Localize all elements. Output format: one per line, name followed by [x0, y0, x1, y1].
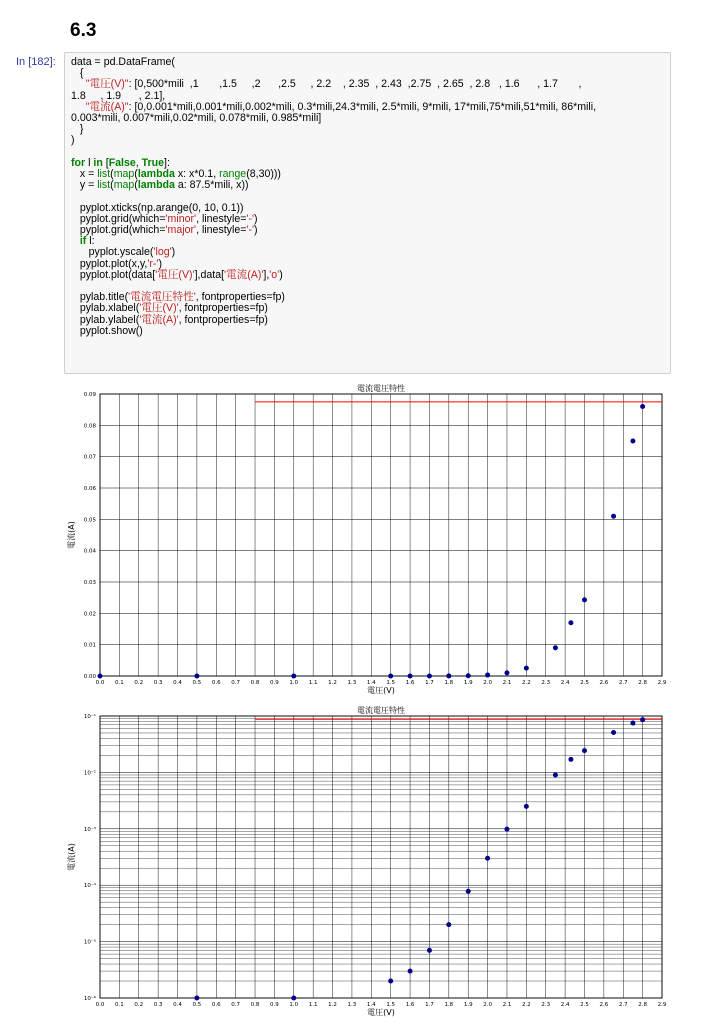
- data-point: [631, 721, 635, 725]
- x-axis-label: 電圧(V): [367, 1008, 395, 1017]
- code-line: "電流(A)": [0,0.001*mili,0.001*mili,0.002*mili, 0.3*mili,24.3*mili, 2.5*mili, 9*mili, 17*mili,75*mili,51*mili, 86*mili,: [85, 100, 597, 113]
- y-tick-label: 0.08: [83, 423, 96, 430]
- x-tick-label: 1.9: [463, 1002, 473, 1008]
- data-point: [408, 969, 412, 973]
- code-line: pyplot.show(): [71, 324, 143, 337]
- data-point: [641, 718, 645, 722]
- code-line: x = list(map(lambda x: x*0.1, range(8,30))): [71, 168, 281, 181]
- code-line: "電圧(V)": [0,500*mili ,1 ,1.5 ,2 ,2.5 , 2.2 , 2.35 , 2.43 ,2.75 , 2.65 , 2.8 , 1.6 , 1.7 ,: [85, 78, 582, 91]
- x-tick-label: 1.0: [289, 680, 299, 686]
- x-tick-label: 2.2: [521, 680, 531, 686]
- data-point: [447, 923, 451, 927]
- data-point: [505, 671, 509, 675]
- x-tick-label: 2.7: [618, 680, 628, 686]
- y-tick-label: 10⁻²: [83, 770, 96, 777]
- x-tick-label: 2.7: [618, 1002, 628, 1008]
- data-point: [582, 598, 586, 602]
- code-line: pyplot.grid(which='major', linestyle='-'): [71, 224, 258, 237]
- x-tick-label: 1.0: [289, 1002, 299, 1008]
- x-tick-label: 2.0: [483, 1002, 492, 1008]
- y-tick-label: 10⁻¹: [83, 714, 96, 720]
- x-tick-label: 2.5: [580, 1002, 589, 1008]
- x-tick-label: 2.9: [657, 1002, 667, 1008]
- x-tick-label: 1.9: [463, 680, 473, 686]
- data-point: [612, 514, 616, 518]
- x-tick-label: 2.3: [541, 1002, 551, 1008]
- chart-title: 電流電圧特性: [357, 706, 405, 715]
- y-tick-label: 0.00: [83, 674, 96, 680]
- code-line: 0.003*mili, 0.007*mili,0.02*mili, 0.078*mili, 0.985*mili]: [71, 112, 322, 125]
- y-tick-label: 0.09: [83, 392, 96, 398]
- code-line: }: [71, 123, 84, 136]
- x-tick-label: 1.7: [425, 680, 434, 686]
- code-line: ): [71, 134, 75, 147]
- x-tick-label: 2.9: [657, 680, 667, 686]
- x-tick-label: 1.2: [328, 1002, 337, 1008]
- data-point: [447, 674, 451, 678]
- x-tick-label: 0.5: [192, 680, 202, 686]
- y-tick-label: 0.07: [83, 454, 96, 461]
- data-point: [524, 666, 528, 670]
- x-tick-label: 2.4: [560, 680, 570, 686]
- x-tick-label: 0.9: [270, 1002, 279, 1008]
- x-tick-label: 0.8: [250, 1002, 260, 1008]
- y-tick-label: 10⁻⁶: [83, 996, 96, 1002]
- x-tick-label: 2.2: [521, 1002, 531, 1008]
- data-point: [195, 674, 199, 678]
- x-tick-label: 1.1: [308, 680, 318, 686]
- code-line: {: [71, 67, 84, 80]
- data-point: [612, 730, 616, 734]
- x-tick-label: 2.6: [599, 680, 609, 686]
- x-tick-label: 1.1: [308, 1002, 318, 1008]
- x-tick-label: 0.1: [115, 1002, 124, 1008]
- x-tick-label: 2.3: [541, 680, 551, 686]
- x-tick-label: 1.5: [386, 1002, 396, 1008]
- code-line: pyplot.grid(which='minor', linestyle='-'): [71, 212, 258, 225]
- x-tick-label: 0.7: [231, 680, 241, 686]
- chart-title: 電流電圧特性: [357, 384, 405, 393]
- data-point: [292, 996, 296, 1000]
- y-tick-label: 0.06: [83, 486, 96, 492]
- x-tick-label: 1.8: [444, 680, 454, 686]
- y-tick-label: 0.05: [83, 517, 96, 524]
- y-tick-label: 0.04: [83, 548, 96, 555]
- data-point: [524, 804, 528, 808]
- plot-area: [100, 716, 662, 998]
- x-tick-label: 0.4: [173, 680, 182, 686]
- x-axis-label: 電圧(V): [367, 686, 395, 695]
- data-point: [569, 757, 573, 761]
- x-tick-label: 1.4: [366, 680, 376, 686]
- code-line: pyplot.yscale('log'): [71, 246, 176, 259]
- x-tick-label: 1.4: [366, 1002, 376, 1008]
- x-tick-label: 2.5: [580, 680, 589, 686]
- log-scale-chart: [60, 700, 680, 1018]
- x-tick-label: 0.2: [134, 680, 144, 686]
- data-point: [505, 827, 509, 831]
- x-tick-label: 1.6: [405, 680, 415, 686]
- data-point: [292, 674, 296, 678]
- x-tick-label: 1.7: [425, 1002, 434, 1008]
- data-point: [98, 674, 102, 678]
- data-point: [427, 948, 431, 952]
- y-tick-label: 10⁻³: [83, 826, 96, 833]
- code-line: pylab.ylabel('電流(A)', fontproperties=fp): [71, 313, 268, 326]
- x-tick-label: 2.8: [638, 1002, 647, 1008]
- x-tick-label: 0.7: [231, 1002, 241, 1008]
- x-tick-label: 2.1: [502, 680, 512, 686]
- x-tick-label: 0.3: [153, 1002, 163, 1008]
- data-point: [389, 979, 393, 983]
- data-point: [486, 673, 490, 677]
- x-tick-label: 1.3: [347, 680, 357, 686]
- data-point: [466, 674, 470, 678]
- x-tick-label: 0.1: [115, 680, 124, 686]
- y-axis-label: 電流(A): [67, 521, 76, 549]
- y-tick-label: 10⁻⁵: [83, 939, 96, 946]
- code-cell[interactable]: [64, 52, 671, 374]
- y-tick-label: 0.03: [83, 580, 96, 586]
- data-point: [408, 674, 412, 678]
- x-tick-label: 0.8: [250, 680, 260, 686]
- x-tick-label: 2.6: [599, 1002, 609, 1008]
- x-tick-label: 1.2: [328, 680, 337, 686]
- data-point: [195, 996, 199, 1000]
- x-tick-label: 2.8: [638, 680, 647, 686]
- code-line: pyplot.plot(data['電圧(V)'],data['電流(A)'],'o'): [71, 268, 283, 281]
- data-point: [569, 621, 573, 625]
- x-tick-label: 1.5: [386, 680, 396, 686]
- x-tick-label: 0.6: [211, 1002, 221, 1008]
- section-heading: 6.3: [70, 20, 97, 41]
- code-line: pylab.xlabel('電圧(V)', fontproperties=fp): [71, 302, 268, 315]
- data-point: [427, 674, 431, 678]
- data-point: [631, 439, 635, 443]
- y-tick-label: 0.02: [83, 611, 96, 618]
- x-tick-label: 0.2: [134, 1002, 144, 1008]
- y-axis-label: 電流(A): [67, 843, 76, 871]
- code-line: pyplot.xticks(np.arange(0, 10, 0.1)): [71, 201, 244, 214]
- x-tick-label: 0.6: [211, 680, 221, 686]
- x-tick-label: 0.9: [270, 680, 279, 686]
- data-point: [553, 773, 557, 777]
- code-line: pyplot.plot(x,y,'r-'): [71, 257, 162, 270]
- x-tick-label: 1.3: [347, 1002, 357, 1008]
- x-tick-label: 1.8: [444, 1002, 454, 1008]
- code-line: y = list(map(lambda a: 87.5*mili, x)): [71, 179, 249, 192]
- y-tick-label: 0.01: [83, 642, 96, 649]
- x-tick-label: 2.0: [483, 680, 492, 686]
- data-point: [466, 889, 470, 893]
- x-tick-label: 0.5: [192, 1002, 202, 1008]
- code-line: pylab.title('電流電圧特性', fontproperties=fp): [71, 291, 285, 304]
- code-editor[interactable]: [71, 57, 664, 337]
- x-tick-label: 2.4: [560, 1002, 570, 1008]
- data-point: [641, 405, 645, 409]
- data-point: [582, 749, 586, 753]
- linear-scale-chart: [60, 378, 680, 696]
- code-line: data = pd.DataFrame(: [71, 56, 175, 68]
- x-tick-label: 2.1: [502, 1002, 512, 1008]
- cell-prompt: In [182]:: [16, 56, 56, 68]
- plot-area: [100, 394, 662, 676]
- code-line: 1.8 , 1.9 , 2.1],: [71, 89, 166, 102]
- x-tick-label: 0.3: [153, 680, 163, 686]
- data-point: [389, 674, 393, 678]
- data-point: [553, 646, 557, 650]
- code-line: for l in [False, True]:: [71, 156, 170, 169]
- data-point: [486, 856, 490, 860]
- code-line: if l:: [79, 235, 95, 248]
- x-tick-label: 1.6: [405, 1002, 415, 1008]
- x-tick-label: 0.0: [95, 1002, 105, 1008]
- x-tick-label: 0.0: [95, 680, 105, 686]
- y-tick-label: 10⁻⁴: [83, 883, 96, 890]
- x-tick-label: 0.4: [173, 1002, 182, 1008]
